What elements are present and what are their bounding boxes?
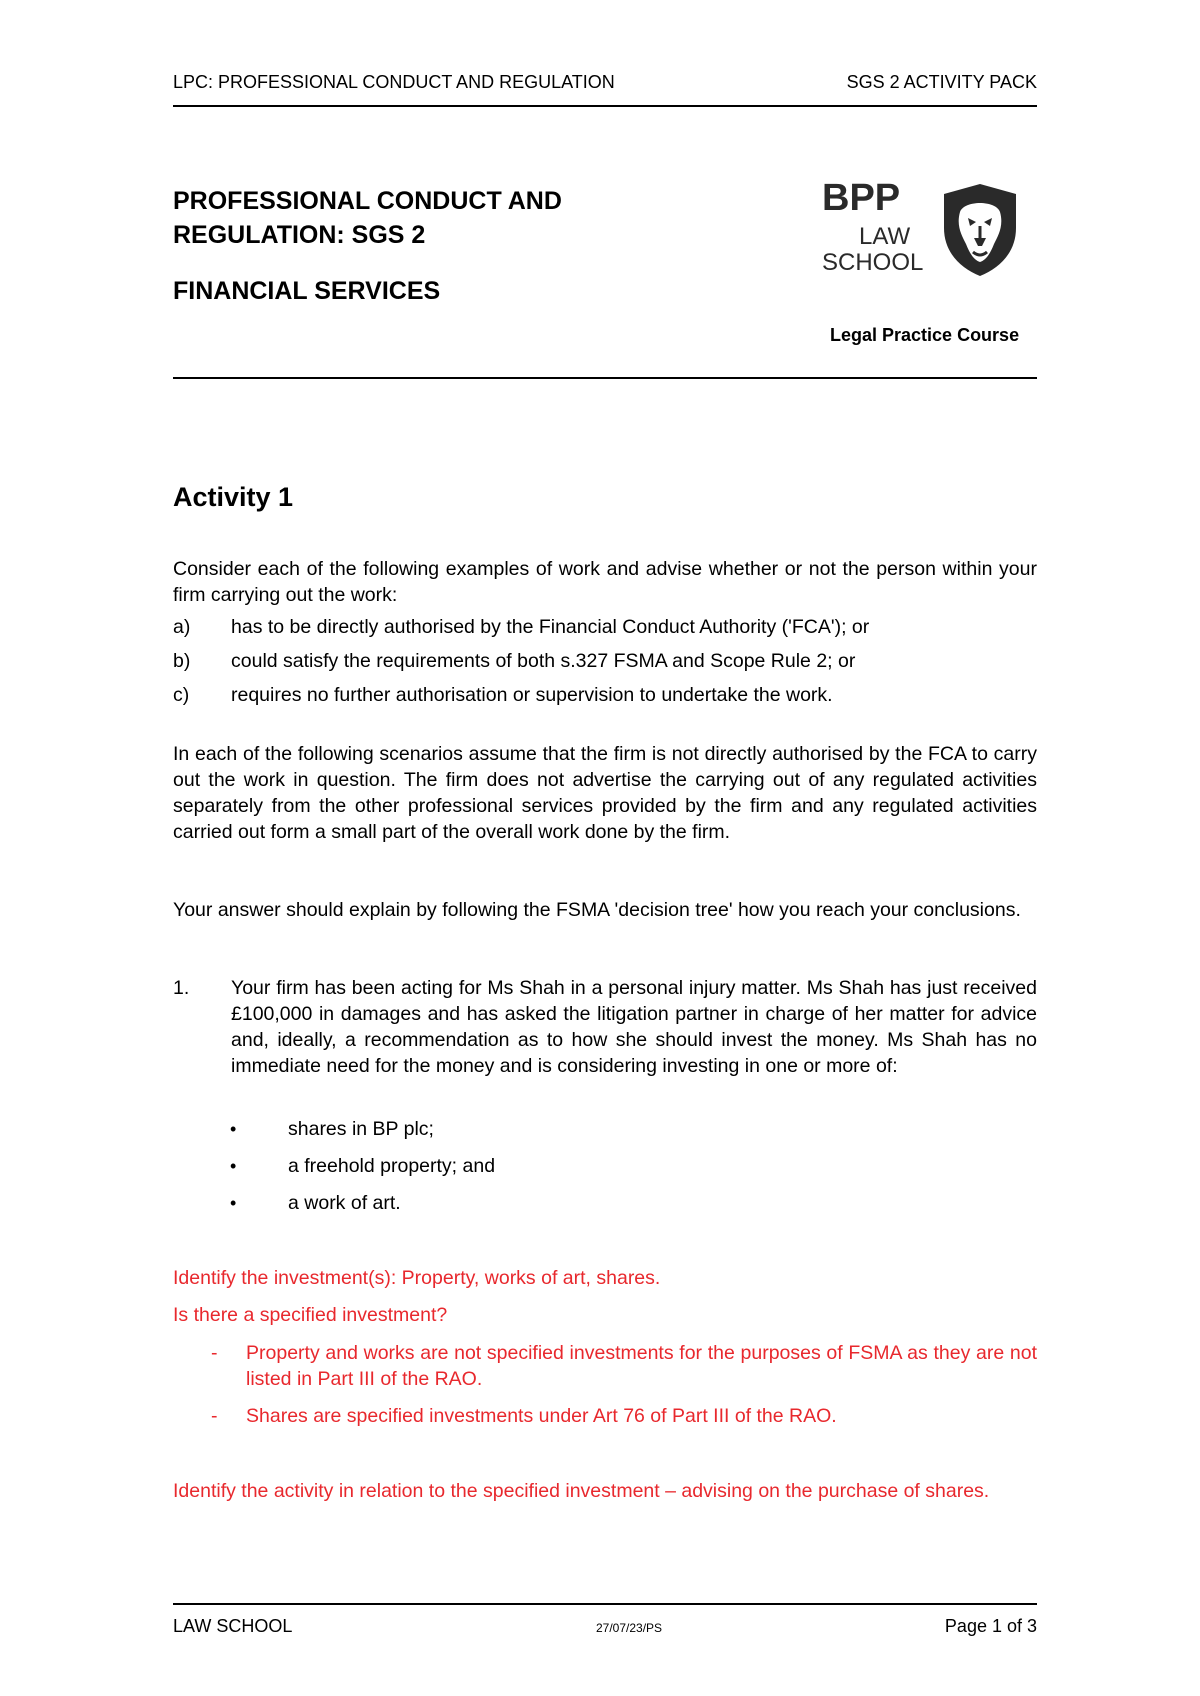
option-text: could satisfy the requirements of both s.327 FSMA and Scope Rule 2; or: [231, 650, 856, 672]
bullet-text: shares in BP plc;: [288, 1118, 434, 1140]
title-line-1: PROFESSIONAL CONDUCT AND: [173, 187, 562, 215]
option-text: has to be directly authorised by the Financial Conduct Authority ('FCA'); or: [231, 616, 870, 638]
header-right: SGS 2 ACTIVITY PACK: [846, 72, 1037, 92]
lion-shield-icon: [940, 182, 1020, 278]
bpp-law-school-logo: [822, 178, 942, 278]
answer-identify-investments: Identify the investment(s): Property, works of art, shares.: [173, 1267, 661, 1289]
bullet-icon: •: [230, 1119, 237, 1139]
answer-question: Is there a specified investment?: [173, 1304, 448, 1326]
dash-icon: -: [211, 1342, 218, 1364]
option-label: c): [173, 684, 190, 706]
course-caption: Legal Practice Course: [830, 325, 1020, 345]
page-subtitle: FINANCIAL SERVICES: [173, 277, 441, 305]
title-line-2: REGULATION: SGS 2: [173, 221, 426, 249]
bullet-icon: •: [230, 1156, 237, 1176]
page-number: Page 1 of 3: [944, 1616, 1037, 1636]
title-rule: [173, 377, 1037, 379]
decision-tree-paragraph: Your answer should explain by following the FSMA 'decision tree' how you reach your conclusions.: [173, 899, 1021, 921]
option-c: [0, 682, 1200, 708]
footer-date-code: 27/07/23/PS: [596, 1621, 663, 1635]
intro-paragraph: Consider each of the following examples of work and advise whether or not the person within your firm carrying out the work:: [173, 558, 1037, 606]
footer-left: LAW SCHOOL: [173, 1616, 293, 1636]
logo-brand: BPP: [822, 177, 901, 219]
answer-identify-activity: Identify the activity in relation to the specified investment – advising on the purchase of shares.: [173, 1480, 990, 1502]
answer-point-text: Property and works are not specified investments for the purposes of FSMA as they are not listed in Part III of the RAO.: [246, 1342, 1037, 1390]
answer-point: [0, 1403, 1200, 1429]
logo-line-law: LAW: [859, 223, 911, 250]
list-item: [0, 1153, 1200, 1179]
bullet-text: a freehold property; and: [288, 1155, 496, 1177]
scenario-number: 1.: [173, 977, 190, 999]
option-text: requires no further authorisation or supervision to undertake the work.: [231, 684, 833, 706]
footer-rule: [173, 1603, 1037, 1605]
option-label: b): [173, 650, 191, 672]
header-left: LPC: PROFESSIONAL CONDUCT AND REGULATION: [173, 72, 615, 92]
bullet-icon: •: [230, 1193, 237, 1213]
scenario-text: Your firm has been acting for Ms Shah in a personal injury matter. Ms Shah has just received £100,000 in damages and has asked the litigation partner in charge of her matter for advice and, ideally, a recommendation as to how she should invest the money. Ms Shah has no immediate need for the money and is considering investing in one or more of:: [231, 977, 1037, 1077]
list-item: [0, 1190, 1200, 1216]
logo-line-school: SCHOOL: [822, 249, 924, 276]
answer-point-text: Shares are specified investments under Art 76 of Part III of the RAO.: [246, 1405, 837, 1427]
option-a: [0, 614, 1200, 640]
option-b: [0, 648, 1200, 674]
answer-point: [0, 1340, 1200, 1396]
activity-heading: Activity 1: [173, 482, 294, 512]
dash-icon: -: [211, 1405, 218, 1427]
bullet-text: a work of art.: [288, 1192, 401, 1214]
list-item: [0, 1116, 1200, 1142]
assumptions-paragraph: In each of the following scenarios assume that the firm is not directly authorised by the FCA to carry out the work in question. The firm does not advertise the carrying out of any regulated activities separately from the other professional services provided by the firm and any regulated activities carried out form a small part of the overall work done by the firm.: [173, 743, 1037, 843]
header-rule: [173, 105, 1037, 107]
option-label: a): [173, 616, 191, 638]
